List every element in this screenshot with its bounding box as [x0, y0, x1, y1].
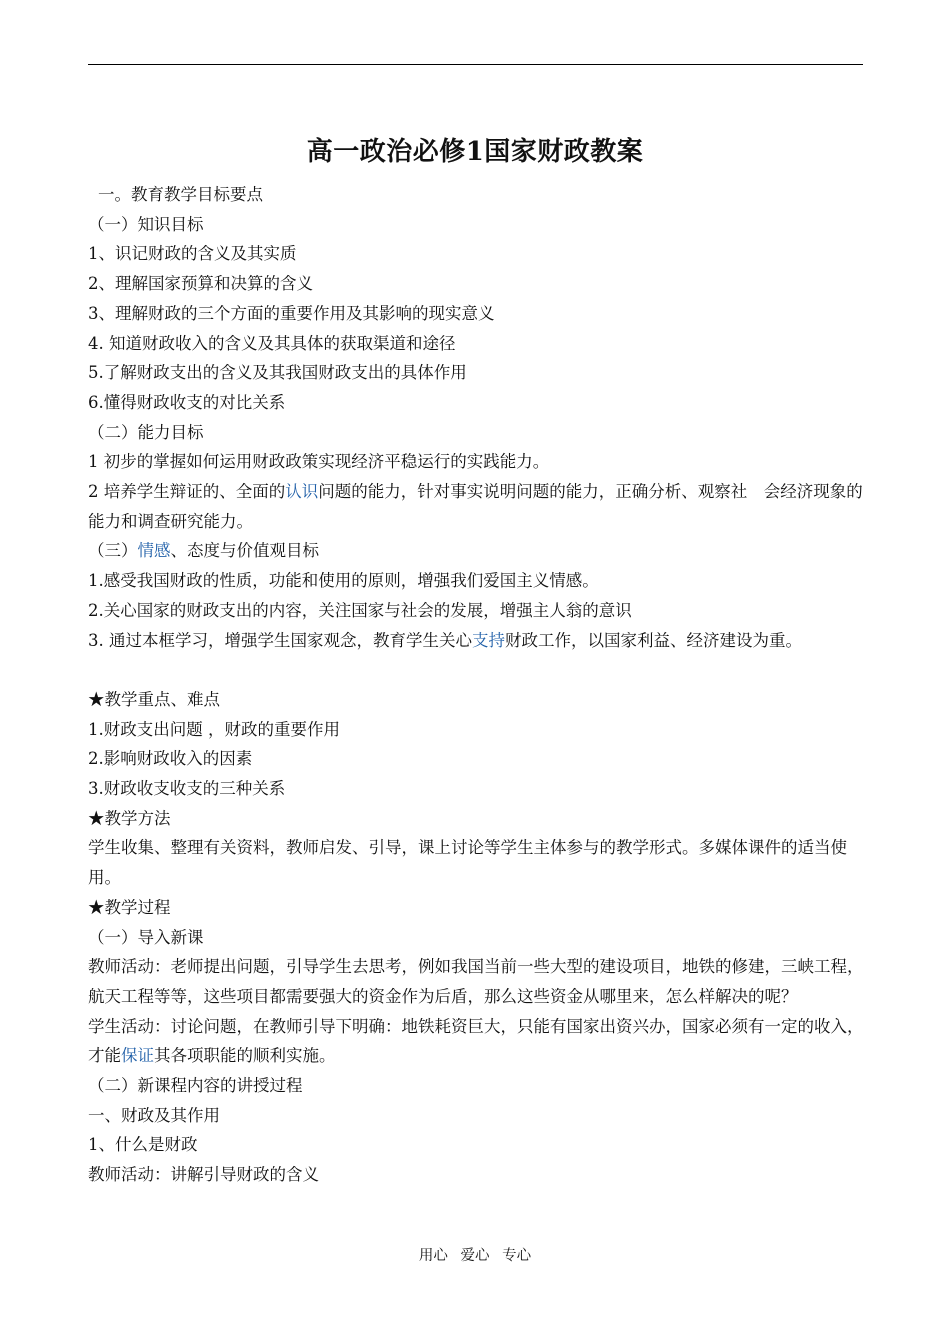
- heading-finance-role: 一、财政及其作用: [88, 1105, 220, 1125]
- ability-goal-1: 1 初步的掌握如何运用财政政策实现经济平稳运行的实践能力。: [88, 452, 550, 472]
- subsection-attitude-goals: （三）情感、态度与价值观目标: [88, 541, 319, 561]
- attitude-goal-1: 1.感受我国财政的性质，功能和使用的原则，增强我们爱国主义情感。: [88, 571, 599, 591]
- key-point-3: 3.财政收支收支的三种关系: [88, 779, 286, 799]
- subsection-ability-goals: （二）能力目标: [88, 422, 204, 442]
- heading-what-is-finance: 1、什么是财政: [88, 1135, 198, 1155]
- link-renshi[interactable]: 认识: [285, 482, 319, 502]
- header-rule: [88, 64, 863, 65]
- teaching-method-text: 学生收集、整理有关资料，教师启发、引导，课上讨论等学生主体参与的教学形式。多媒体课件的适当使用。: [88, 838, 847, 888]
- knowledge-goal-4: 4. 知道财政收入的含义及其具体的获取渠道和途径: [88, 333, 456, 353]
- key-point-2: 2.影响财政收入的因素: [88, 749, 253, 769]
- knowledge-goal-6: 6.懂得财政收支的对比关系: [88, 392, 286, 412]
- heading-teaching-method: ★教学方法: [88, 808, 171, 828]
- knowledge-goal-3: 3、理解财政的三个方面的重要作用及其影响的现实意义: [88, 303, 495, 323]
- spacer: [88, 655, 878, 685]
- attitude-goal-2: 2.关心国家的财政支出的内容，关注国家与社会的发展，增强主人翁的意识: [88, 600, 632, 620]
- section-heading-objectives: 一。教育教学目标要点: [98, 185, 263, 204]
- teacher-activity-intro: 教师活动：老师提出问题，引导学生去思考，例如我国当前一些大型的建设项目，地铁的修建，三峡工程，航天工程等等，这些项目都需要强大的资金作为后盾，那么这些资金从哪里来，怎么样解决的呢？: [88, 957, 864, 1006]
- student-activity-intro: 学生活动：讨论问题，在教师引导下明确：地铁耗资巨大，只能有国家出资兴办，国家必须有一定的收入，才能保证其各项职能的顺利实施。: [88, 1016, 864, 1066]
- heading-key-points: ★教学重点、难点: [88, 689, 220, 709]
- teacher-activity-finance: 教师活动：讲解引导财政的含义: [88, 1165, 319, 1185]
- link-baozheng[interactable]: 保证: [121, 1046, 154, 1066]
- page-footer: 用心 爱心 专心: [418, 1248, 532, 1264]
- key-point-1: 1.财政支出问题 ，财政的重要作用: [88, 719, 340, 739]
- knowledge-goal-1: 1、识记财政的含义及其实质: [88, 244, 297, 264]
- heading-teaching-process: ★教学过程: [88, 897, 171, 917]
- subsection-new-content: （二）新课程内容的讲授过程: [88, 1076, 303, 1096]
- document-body: [88, 180, 878, 1190]
- document-title: 高一政治必修1国家财政教案: [306, 137, 644, 167]
- subsection-knowledge-goals: （一）知识目标: [88, 214, 204, 234]
- attitude-goal-3: 3. 通过本框学习，增强学生国家观念，教育学生关心支持财政工作，以国家利益、经济建设为重。: [88, 630, 802, 650]
- ability-goal-2: 2 培养学生辩证的、全面的认识问题的能力，针对事实说明问题的能力，正确分析、观察社 会经济现象的能力和调查研究能力。: [88, 482, 863, 531]
- link-qinggan[interactable]: 情感: [137, 541, 171, 561]
- subsection-intro: （一）导入新课: [88, 927, 204, 947]
- knowledge-goal-5: 5.了解财政支出的含义及其我国财政支出的具体作用: [88, 363, 467, 383]
- knowledge-goal-2: 2、理解国家预算和决算的含义: [88, 274, 313, 294]
- link-zhichi[interactable]: 支持: [472, 630, 505, 650]
